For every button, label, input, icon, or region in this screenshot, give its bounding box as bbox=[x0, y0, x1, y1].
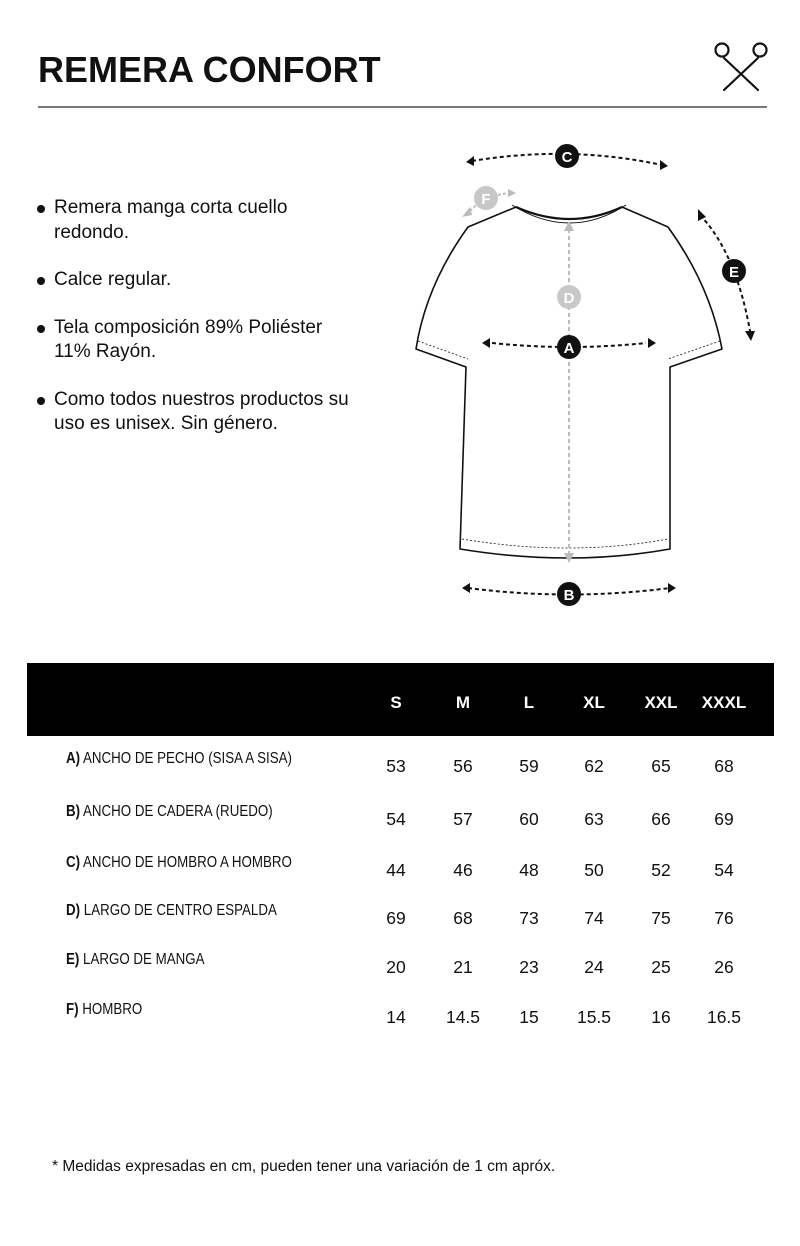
table-cell: 25 bbox=[651, 957, 671, 977]
table-cell: 53 bbox=[386, 756, 406, 776]
size-header-m: M bbox=[455, 693, 471, 712]
table-row bbox=[27, 1000, 774, 1030]
table-cell: 15 bbox=[519, 1007, 539, 1027]
row-label: C) ANCHO DE HOMBRO A HOMBRO bbox=[66, 854, 292, 871]
table-cell: 75 bbox=[651, 908, 671, 928]
table-cell: 48 bbox=[519, 860, 539, 880]
table-cell: 73 bbox=[519, 908, 539, 928]
marker-c bbox=[555, 144, 579, 168]
table-cell: 14.5 bbox=[445, 1007, 481, 1027]
size-header-xl: XL bbox=[583, 693, 605, 712]
table-row bbox=[27, 802, 774, 832]
table-cell: 62 bbox=[584, 756, 604, 776]
table-cell: 44 bbox=[386, 860, 406, 880]
table-cell: 56 bbox=[453, 756, 473, 776]
size-header-s: S bbox=[390, 693, 402, 712]
size-header-l: L bbox=[523, 693, 535, 712]
table-cell: 69 bbox=[386, 908, 406, 928]
table-cell: 14 bbox=[386, 1007, 406, 1027]
size-header-xxl: XXL bbox=[644, 693, 678, 712]
table-cell: 16 bbox=[651, 1007, 671, 1027]
feature-list bbox=[34, 196, 364, 460]
table-cell: 15.5 bbox=[576, 1007, 612, 1027]
svg-text:A: A bbox=[563, 340, 575, 357]
tshirt-measurement-diagram bbox=[400, 135, 790, 615]
size-header-xxxl: XXXL bbox=[701, 693, 747, 712]
table-row bbox=[27, 950, 774, 980]
row-label: E) LARGO DE MANGA bbox=[66, 951, 205, 968]
row-label: F) HOMBRO bbox=[66, 1001, 143, 1018]
table-cell: 65 bbox=[651, 756, 671, 776]
table-cell: 50 bbox=[584, 860, 604, 880]
svg-text:F: F bbox=[481, 191, 491, 208]
table-cell: 21 bbox=[453, 957, 473, 977]
table-row bbox=[27, 901, 774, 931]
feature-item: Como todos nuestros productos su uso es unisex. Sin género. bbox=[34, 388, 364, 437]
marker-f bbox=[474, 186, 498, 210]
scissors-icon bbox=[714, 40, 768, 92]
table-cell: 57 bbox=[453, 809, 473, 829]
page-title: REMERA CONFORT bbox=[38, 49, 381, 90]
feature-item: Remera manga corta cuello redondo. bbox=[34, 196, 364, 245]
row-label: D) LARGO DE CENTRO ESPALDA bbox=[66, 902, 277, 919]
table-cell: 68 bbox=[714, 756, 734, 776]
table-cell: 76 bbox=[714, 908, 734, 928]
table-cell: 69 bbox=[714, 809, 734, 829]
svg-text:B: B bbox=[563, 587, 575, 604]
marker-d bbox=[557, 285, 581, 309]
table-row bbox=[27, 853, 774, 883]
footnote: * Medidas expresadas en cm, pueden tener una variación de 1 cm apróx. bbox=[52, 1158, 556, 1175]
table-cell: 16.5 bbox=[706, 1007, 742, 1027]
table-cell: 54 bbox=[714, 860, 734, 880]
marker-a bbox=[557, 335, 581, 359]
feature-item: Calce regular. bbox=[34, 268, 364, 293]
svg-text:C: C bbox=[561, 149, 573, 166]
table-header bbox=[27, 663, 774, 736]
table-cell: 23 bbox=[519, 957, 539, 977]
table-cell: 46 bbox=[453, 860, 473, 880]
table-cell: 59 bbox=[519, 756, 539, 776]
marker-e bbox=[722, 259, 746, 283]
table-cell: 20 bbox=[386, 957, 406, 977]
marker-b bbox=[557, 582, 581, 606]
size-table bbox=[27, 663, 774, 1027]
table-cell: 52 bbox=[651, 860, 671, 880]
table-cell: 74 bbox=[584, 908, 604, 928]
row-label: A) ANCHO DE PECHO (SISA A SISA) bbox=[66, 750, 292, 767]
table-cell: 60 bbox=[519, 809, 539, 829]
table-cell: 63 bbox=[584, 809, 604, 829]
title-divider bbox=[38, 106, 767, 108]
table-cell: 54 bbox=[386, 809, 406, 829]
table-cell: 66 bbox=[651, 809, 671, 829]
table-cell: 68 bbox=[453, 908, 473, 928]
svg-text:D: D bbox=[563, 290, 575, 307]
svg-text:E: E bbox=[728, 264, 740, 281]
table-row bbox=[27, 749, 774, 779]
table-cell: 26 bbox=[714, 957, 734, 977]
row-label: B) ANCHO DE CADERA (RUEDO) bbox=[66, 803, 273, 820]
table-cell: 24 bbox=[584, 957, 604, 977]
feature-item: Tela composición 89% Poliéster 11% Rayón. bbox=[34, 316, 364, 365]
